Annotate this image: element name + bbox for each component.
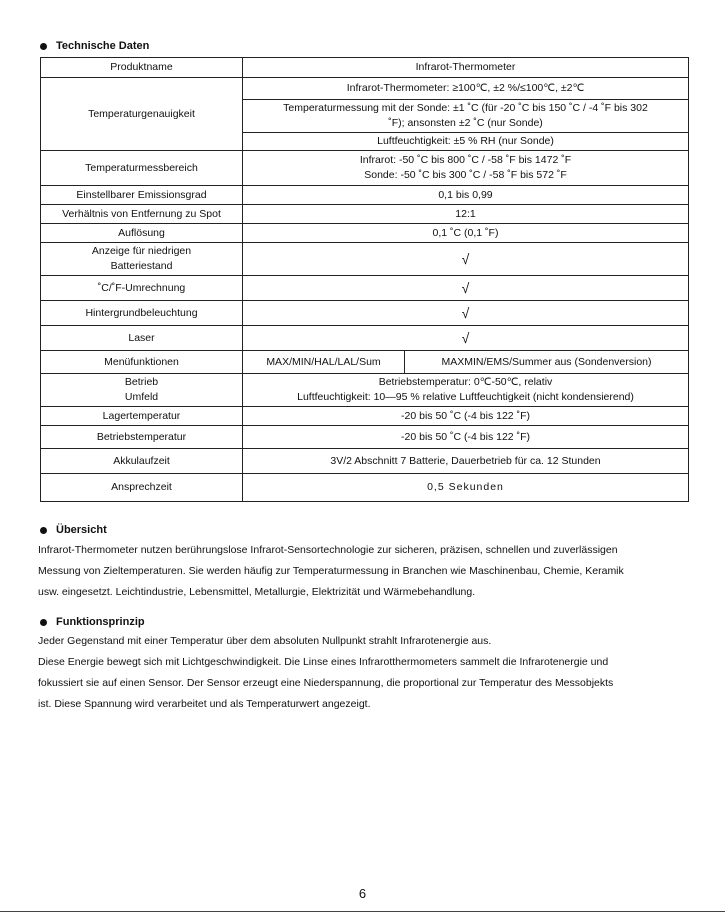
heading-text: Technische Daten [56, 40, 150, 52]
table-row [41, 78, 689, 100]
table-row [41, 351, 689, 374]
table-row [41, 205, 689, 224]
value-line: Infrarot: -50 ˚C bis 800 ˚C / -58 ˚F bis 1472 ˚F [359, 154, 572, 166]
value-line: Sonde: -50 ˚C bis 300 ˚C / -58 ˚F bis 572 ˚F [364, 169, 567, 181]
footer-divider [0, 911, 725, 912]
table-row [41, 449, 689, 474]
row-label: Akkulaufzeit [41, 449, 243, 474]
row-value: Luftfeuchtigkeit: ±5 % RH (nur Sonde) [243, 133, 689, 151]
check-mark-icon: √ [243, 301, 689, 326]
text-line: Diese Energie bewegt sich mit Lichtgeschwindigkeit. Die Linse eines Infrarotthermometers sammelt die Infrarotenergie und [38, 656, 609, 668]
text-line: ist. Diese Spannung wird verarbeitet und als Temperaturwert angezeigt. [38, 698, 371, 710]
row-label: Betriebstemperatur [41, 426, 243, 449]
row-value: MAX/MIN/HAL/LAL/Sum [243, 351, 405, 374]
row-value: 12:1 [243, 205, 689, 224]
row-value: MAXMIN/EMS/Summer aus (Sondenversion) [405, 351, 689, 374]
heading-text: Übersicht [56, 524, 107, 536]
row-label [41, 374, 243, 407]
page-number: 6 [358, 886, 367, 901]
row-label: Ansprechzeit [41, 474, 243, 502]
text-line: fokussiert sie auf einen Sensor. Der Sensor erzeugt eine Niederspannung, die proportional zur Temperatur des Messobjekts [38, 677, 614, 689]
row-value: Infrarot-Thermometer: ≥100℃, ±2 %/≤100℃, ±2℃ [243, 78, 689, 100]
row-label: Verhältnis von Entfernung zu Spot [41, 205, 243, 224]
table-row [41, 224, 689, 243]
heading-text: Funktionsprinzip [56, 616, 145, 628]
table-row [41, 243, 689, 276]
row-value: -20 bis 50 ˚C (-4 bis 122 ˚F) [243, 407, 689, 426]
row-value [243, 100, 689, 133]
row-label: ˚C/˚F-Umrechnung [41, 276, 243, 301]
row-label: Auflösung [41, 224, 243, 243]
table-row [41, 276, 689, 301]
table-row [41, 301, 689, 326]
row-value: 0,1 ˚C (0,1 ˚F) [243, 224, 689, 243]
table-row [41, 58, 689, 78]
bullet-icon [40, 527, 47, 534]
check-mark-icon: √ [243, 243, 689, 276]
text-line: Messung von Zieltemperaturen. Sie werden häufig zur Temperaturmessung in Branchen wie Maschinenbau, Chemie, Keramik [38, 565, 624, 577]
row-value [243, 374, 689, 407]
label-line: Batteriestand [110, 260, 173, 272]
text-line: usw. eingesetzt. Leichtindustrie, Lebensmittel, Metallurgie, Elektrizität und Wärmebehandlung. [38, 586, 476, 598]
section-heading-uebersicht [40, 524, 107, 536]
row-label: Produktname [41, 58, 243, 78]
value-line: Betriebstemperatur: 0℃-50℃, relativ [378, 376, 553, 388]
row-label [41, 243, 243, 276]
table-row [41, 151, 689, 186]
row-label: Laser [41, 326, 243, 351]
section-heading-technische-daten [40, 40, 149, 52]
row-label: Einstellbarer Emissionsgrad [41, 186, 243, 205]
table-row [41, 426, 689, 449]
section-heading-funktionsprinzip [40, 616, 145, 628]
row-label: Hintergrundbeleuchtung [41, 301, 243, 326]
text-line: Infrarot-Thermometer nutzen berührungslose Infrarot-Sensortechnologie zur sicheren, präzisen, schnellen und zuverlässigen [38, 544, 618, 556]
row-value: 0,1 bis 0,99 [243, 186, 689, 205]
table-row [41, 474, 689, 502]
check-mark-icon: √ [243, 276, 689, 301]
bullet-icon [40, 619, 47, 626]
row-label: Temperaturmessbereich [41, 151, 243, 186]
row-value: 3V/2 Abschnitt 7 Batterie, Dauerbetrieb für ca. 12 Stunden [243, 449, 689, 474]
row-value: -20 bis 50 ˚C (-4 bis 122 ˚F) [243, 426, 689, 449]
label-line: Betrieb [124, 376, 159, 388]
value-line: ˚F); ansonsten ±2 ˚C (nur Sonde) [388, 117, 543, 129]
text-line: Jeder Gegenstand mit einer Temperatur über dem absoluten Nullpunkt strahlt Infrarotenergie aus. [38, 635, 492, 647]
check-mark-icon: √ [243, 326, 689, 351]
value-line: Temperaturmessung mit der Sonde: ±1 ˚C (für -20 ˚C bis 150 ˚C / -4 ˚F bis 302 [283, 102, 648, 114]
specifications-table [40, 57, 689, 502]
bullet-icon [40, 43, 47, 50]
row-label: Menüfunktionen [41, 351, 243, 374]
overview-paragraph [38, 540, 688, 603]
table-row [41, 407, 689, 426]
label-line: Umfeld [124, 391, 159, 403]
table-row [41, 186, 689, 205]
principle-paragraph [38, 631, 688, 715]
row-value [243, 151, 689, 186]
row-value: 0,5 Sekunden [243, 474, 689, 502]
row-value: Infrarot-Thermometer [243, 58, 689, 78]
table-row [41, 326, 689, 351]
row-label: Lagertemperatur [41, 407, 243, 426]
table-row [41, 374, 689, 407]
value-line: Luftfeuchtigkeit: 10—95 % relative Luftfeuchtigkeit (nicht kondensierend) [297, 391, 634, 403]
row-label: Temperaturgenauigkeit [41, 78, 243, 151]
label-line: Anzeige für niedrigen [91, 245, 192, 257]
